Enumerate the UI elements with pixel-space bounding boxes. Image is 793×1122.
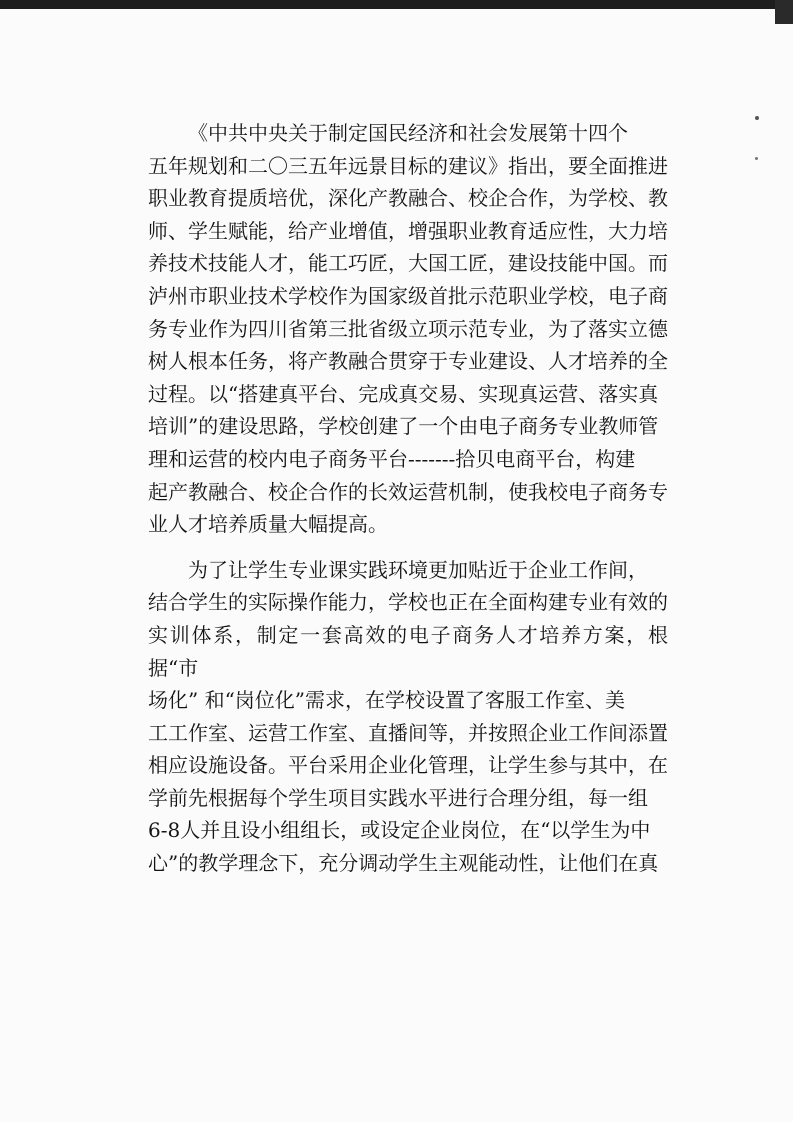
scan-speck [755, 116, 759, 120]
paragraph-1: 《中共中央关于制定国民经济和社会发展第十四个 五年规划和二〇三五年远景目标的建议》指出，要全面推进 职业教育提质培优，深化产教融合、校企合作，为学校、教 师、学生赋能，给产业增值，增强职业教育适应性，大力培 养技术技能人才，能工巧匠，大国工匠，建设技能中国。而 泸州市职业技术学校作为国家级首批示范职业学校，电子商 务专业作为四川省第三批省级立项示范专业，为了落实立德 树人根本任务，将产教融合贯穿于专业建设、人才培养的全 过程。以“搭建真平台、完成真交易、实现真运营、落实真 培训”的建设思路，学校创建了一个由电子商务专业教师管 理和运营的校内电子商务平台-------拾贝电商平台，构建 起产教融合、校企合作的长效运营机制，使我校电子商务专 业人才培养质量大幅提高。 [148, 121, 668, 537]
scan-top-edge [0, 0, 793, 9]
document-body [148, 117, 668, 880]
scan-speck [755, 157, 758, 160]
paragraph-2: 为了让学生专业课实践环境更加贴近于企业工作间， 结合学生的实际操作能力，学校也正在全面构建专业有效的 实训体系，制定一套高效的电子商务人才培养方案，根据“市 场化” 和“岗位化”需求，在学校设置了客服工作室、美 工工作室、运营工作室、直播间等，并按照企业工作间添置 相应设施设备。平台采用企业化管理，让学生参与其中，在 学前先根据每个学生项目实践水平进行合理分组，每一组 6-8人并且设小组组长，或设定企业岗位，在“以学生为中 心”的教学理念下，充分调动学生主观能动性，让他们在真 [148, 557, 668, 876]
scan-corner-shadow [775, 0, 793, 24]
